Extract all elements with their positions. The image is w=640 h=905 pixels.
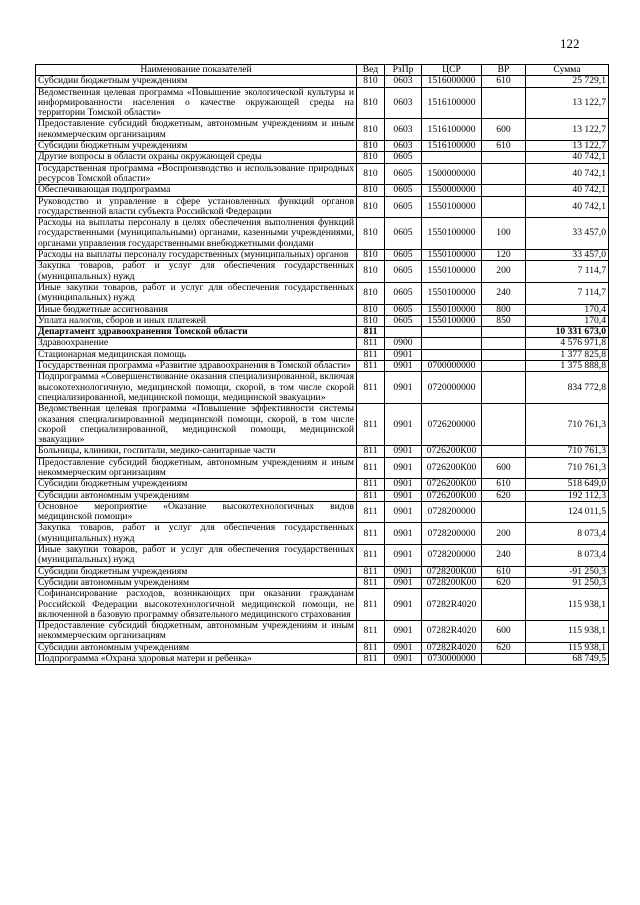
- cell-ved: 811: [357, 589, 385, 621]
- cell-rzpr: 0901: [385, 446, 422, 457]
- cell-rzpr: 0901: [385, 589, 422, 621]
- cell-sum: 40 742,1: [526, 163, 609, 185]
- cell-name: Закупка товаров, работ и услуг для обеспечения государственных (муниципальных) нужд: [36, 261, 357, 283]
- cell-csr: 0720000000: [422, 372, 482, 404]
- cell-csr: 1500000000: [422, 163, 482, 185]
- cell-ved: 810: [357, 250, 385, 261]
- header-name: Наименование показателей: [36, 65, 357, 76]
- cell-ved: 811: [357, 404, 385, 446]
- cell-csr: 1550100000: [422, 250, 482, 261]
- cell-csr: 1516100000: [422, 87, 482, 119]
- table-row: [36, 621, 609, 643]
- table-row: [36, 141, 609, 152]
- cell-vr: 610: [482, 76, 526, 87]
- cell-rzpr: 0901: [385, 642, 422, 653]
- cell-vr: 850: [482, 315, 526, 326]
- cell-csr: 0728200К00: [422, 566, 482, 577]
- cell-name: Расходы на выплаты персоналу государственных (муниципальных) органов: [36, 250, 357, 261]
- cell-rzpr: 0901: [385, 479, 422, 490]
- cell-sum: -91 250,3: [526, 566, 609, 577]
- table-row: [36, 642, 609, 653]
- cell-csr: 0700000000: [422, 361, 482, 372]
- cell-vr: 600: [482, 621, 526, 643]
- header-csr: ЦСР: [422, 65, 482, 76]
- cell-csr: 0728200000: [422, 523, 482, 545]
- cell-csr: 0728200000: [422, 501, 482, 523]
- table-row: [36, 577, 609, 588]
- cell-ved: 811: [357, 523, 385, 545]
- cell-ved: 810: [357, 76, 385, 87]
- cell-vr: [482, 372, 526, 404]
- cell-name: Государственная программа «Развитие здравоохранения в Томской области»: [36, 361, 357, 372]
- cell-ved: 810: [357, 87, 385, 119]
- cell-ved: 811: [357, 566, 385, 577]
- cell-name: Другие вопросы в области охраны окружающей среды: [36, 152, 357, 163]
- cell-rzpr: 0901: [385, 566, 422, 577]
- cell-ved: 811: [357, 501, 385, 523]
- cell-sum: 518 649,0: [526, 479, 609, 490]
- cell-vr: [482, 196, 526, 218]
- cell-ved: 811: [357, 621, 385, 643]
- cell-sum: 1 375 888,8: [526, 361, 609, 372]
- cell-ved: 811: [357, 577, 385, 588]
- cell-csr: [422, 338, 482, 349]
- cell-sum: 170,4: [526, 304, 609, 315]
- cell-vr: 240: [482, 545, 526, 567]
- table-row: [36, 185, 609, 196]
- cell-vr: [482, 163, 526, 185]
- cell-ved: 810: [357, 119, 385, 141]
- cell-sum: 33 457,0: [526, 250, 609, 261]
- cell-name: Подпрограмма «Охрана здоровья матери и ребенка»: [36, 654, 357, 665]
- header-sum: Сумма: [526, 65, 609, 76]
- cell-vr: 200: [482, 261, 526, 283]
- cell-name: Больницы, клиники, госпитали, медико-санитарные части: [36, 446, 357, 457]
- cell-name: Субсидии бюджетным учреждениям: [36, 76, 357, 87]
- cell-rzpr: 0901: [385, 372, 422, 404]
- cell-csr: 1516000000: [422, 76, 482, 87]
- cell-rzpr: 0605: [385, 196, 422, 218]
- cell-ved: 811: [357, 490, 385, 501]
- cell-csr: 1550100000: [422, 218, 482, 250]
- cell-vr: [482, 152, 526, 163]
- cell-sum: 13 122,7: [526, 87, 609, 119]
- cell-vr: 120: [482, 250, 526, 261]
- table-row: [36, 315, 609, 326]
- cell-sum: 1 377 825,8: [526, 349, 609, 360]
- cell-sum: 115 938,1: [526, 642, 609, 653]
- cell-sum: 13 122,7: [526, 141, 609, 152]
- cell-sum: 13 122,7: [526, 119, 609, 141]
- table-row: [36, 261, 609, 283]
- table-row: [36, 523, 609, 545]
- cell-sum: 170,4: [526, 315, 609, 326]
- cell-name: Субсидии бюджетным учреждениям: [36, 566, 357, 577]
- cell-csr: 0728200К00: [422, 577, 482, 588]
- cell-vr: 620: [482, 577, 526, 588]
- cell-ved: 810: [357, 141, 385, 152]
- table-row: [36, 196, 609, 218]
- cell-rzpr: 0901: [385, 621, 422, 643]
- cell-sum: 710 761,3: [526, 446, 609, 457]
- cell-sum: 710 761,3: [526, 457, 609, 479]
- cell-vr: 610: [482, 566, 526, 577]
- table-row: [36, 152, 609, 163]
- cell-csr: 0726200К00: [422, 446, 482, 457]
- cell-vr: [482, 501, 526, 523]
- cell-ved: 811: [357, 479, 385, 490]
- cell-name: Субсидии автономным учреждениям: [36, 490, 357, 501]
- cell-csr: 1516100000: [422, 141, 482, 152]
- cell-rzpr: 0603: [385, 141, 422, 152]
- table-row: [36, 372, 609, 404]
- header-rzpr: РзПр: [385, 65, 422, 76]
- cell-rzpr: [385, 327, 422, 338]
- cell-csr: [422, 349, 482, 360]
- cell-rzpr: 0901: [385, 349, 422, 360]
- cell-ved: 811: [357, 361, 385, 372]
- cell-rzpr: 0603: [385, 87, 422, 119]
- cell-rzpr: 0900: [385, 338, 422, 349]
- table-row: [36, 119, 609, 141]
- cell-csr: 1550100000: [422, 304, 482, 315]
- cell-name: Иные закупки товаров, работ и услуг для обеспечения государственных (муниципальных) нужд: [36, 282, 357, 304]
- cell-vr: 600: [482, 457, 526, 479]
- cell-vr: [482, 185, 526, 196]
- cell-ved: 811: [357, 349, 385, 360]
- cell-sum: 4 576 971,8: [526, 338, 609, 349]
- cell-csr: 1516100000: [422, 119, 482, 141]
- cell-vr: [482, 654, 526, 665]
- table-row: [36, 479, 609, 490]
- cell-csr: 1550100000: [422, 282, 482, 304]
- cell-ved: 811: [357, 446, 385, 457]
- cell-rzpr: 0901: [385, 577, 422, 588]
- cell-name: Основное мероприятие «Оказание высокотехнологичных видов медицинской помощи»: [36, 501, 357, 523]
- cell-ved: 810: [357, 185, 385, 196]
- cell-name: Руководство и управление в сфере установленных функций органов государственной власти субъекта Российской Федерации: [36, 196, 357, 218]
- cell-ved: 811: [357, 372, 385, 404]
- cell-sum: 25 729,1: [526, 76, 609, 87]
- cell-name: Уплата налогов, сборов и иных платежей: [36, 315, 357, 326]
- cell-name: Подпрограмма «Совершенствование оказания специализированной, включая высокотехнологичную, медицинской помощи, скорой, в том числе скорой специализированной, медицинской помощи, медицинской эвакуации»: [36, 372, 357, 404]
- cell-rzpr: 0901: [385, 523, 422, 545]
- table-row: [36, 76, 609, 87]
- cell-vr: [482, 87, 526, 119]
- cell-name: Субсидии бюджетным учреждениям: [36, 479, 357, 490]
- table-body: [36, 76, 609, 665]
- cell-rzpr: 0605: [385, 261, 422, 283]
- cell-ved: 810: [357, 315, 385, 326]
- cell-csr: 1550100000: [422, 261, 482, 283]
- cell-name: Субсидии автономным учреждениям: [36, 577, 357, 588]
- cell-sum: 8 073,4: [526, 545, 609, 567]
- cell-sum: 115 938,1: [526, 621, 609, 643]
- cell-ved: 811: [357, 457, 385, 479]
- table-row: [36, 327, 609, 338]
- table-row: [36, 218, 609, 250]
- cell-csr: [422, 327, 482, 338]
- cell-sum: 68 749,5: [526, 654, 609, 665]
- cell-name: Ведомственная целевая программа «Повышение эффективности системы оказания специализированной медицинской помощи, скорой, в том числе скорой специализированной, медицинской помощи, медицинской эвакуации»: [36, 404, 357, 446]
- cell-name: Обеспечивающая подпрограмма: [36, 185, 357, 196]
- cell-name: Предоставление субсидий бюджетным, автономным учреждениям и иным некоммерческим организациям: [36, 457, 357, 479]
- table-row: [36, 589, 609, 621]
- cell-csr: 0726200К00: [422, 479, 482, 490]
- cell-csr: 07282R4020: [422, 642, 482, 653]
- cell-rzpr: 0901: [385, 654, 422, 665]
- cell-vr: [482, 446, 526, 457]
- cell-vr: [482, 327, 526, 338]
- cell-ved: 810: [357, 196, 385, 218]
- cell-sum: 7 114,7: [526, 261, 609, 283]
- cell-csr: [422, 152, 482, 163]
- table-row: [36, 163, 609, 185]
- cell-name: Ведомственная целевая программа «Повышение экологической культуры и информированности населения о качестве окружающей среды на территории Томской области»: [36, 87, 357, 119]
- cell-csr: 1550100000: [422, 196, 482, 218]
- cell-csr: 0726200К00: [422, 457, 482, 479]
- cell-ved: 811: [357, 642, 385, 653]
- cell-sum: 33 457,0: [526, 218, 609, 250]
- cell-ved: 810: [357, 163, 385, 185]
- table-header-row: [36, 65, 609, 76]
- cell-sum: 7 114,7: [526, 282, 609, 304]
- table-row: [36, 490, 609, 501]
- cell-sum: 834 772,8: [526, 372, 609, 404]
- cell-sum: 40 742,1: [526, 196, 609, 218]
- cell-name: Субсидии бюджетным учреждениям: [36, 141, 357, 152]
- cell-ved: 810: [357, 282, 385, 304]
- table-row: [36, 545, 609, 567]
- cell-sum: 40 742,1: [526, 152, 609, 163]
- table-row: [36, 404, 609, 446]
- cell-rzpr: 0605: [385, 304, 422, 315]
- cell-name: Закупка товаров, работ и услуг для обеспечения государственных (муниципальных) нужд: [36, 523, 357, 545]
- cell-rzpr: 0605: [385, 163, 422, 185]
- cell-csr: 1550100000: [422, 315, 482, 326]
- table-row: [36, 304, 609, 315]
- cell-vr: 600: [482, 119, 526, 141]
- cell-sum: 10 331 673,0: [526, 327, 609, 338]
- cell-csr: 0726200000: [422, 404, 482, 446]
- cell-name: Иные закупки товаров, работ и услуг для обеспечения государственных (муниципальных) нужд: [36, 545, 357, 567]
- cell-rzpr: 0901: [385, 545, 422, 567]
- table-row: [36, 349, 609, 360]
- table-row: [36, 501, 609, 523]
- cell-vr: [482, 338, 526, 349]
- cell-sum: 710 761,3: [526, 404, 609, 446]
- budget-table: [35, 64, 609, 665]
- cell-ved: 810: [357, 218, 385, 250]
- cell-vr: 800: [482, 304, 526, 315]
- cell-rzpr: 0605: [385, 185, 422, 196]
- cell-csr: 0730000000: [422, 654, 482, 665]
- cell-rzpr: 0605: [385, 218, 422, 250]
- cell-ved: 810: [357, 304, 385, 315]
- cell-sum: 40 742,1: [526, 185, 609, 196]
- cell-ved: 811: [357, 545, 385, 567]
- table-row: [36, 457, 609, 479]
- cell-rzpr: 0901: [385, 490, 422, 501]
- cell-vr: 620: [482, 642, 526, 653]
- cell-sum: 8 073,4: [526, 523, 609, 545]
- cell-rzpr: 0603: [385, 76, 422, 87]
- cell-csr: 07282R4020: [422, 589, 482, 621]
- cell-ved: 811: [357, 327, 385, 338]
- cell-rzpr: 0605: [385, 315, 422, 326]
- cell-ved: 811: [357, 338, 385, 349]
- cell-vr: 610: [482, 141, 526, 152]
- cell-name: Стационарная медицинская помощь: [36, 349, 357, 360]
- cell-name: Расходы на выплаты персоналу в целях обеспечения выполнения функций государственными (муниципальными) органами, казенными учреждениями, органами управления государственными внебюджетными фондами: [36, 218, 357, 250]
- cell-vr: [482, 349, 526, 360]
- page-number: 122: [560, 36, 580, 51]
- cell-name: Иные бюджетные ассигнования: [36, 304, 357, 315]
- cell-sum: 192 112,3: [526, 490, 609, 501]
- cell-sum: 91 250,3: [526, 577, 609, 588]
- cell-rzpr: 0901: [385, 457, 422, 479]
- cell-ved: 810: [357, 261, 385, 283]
- table-row: [36, 654, 609, 665]
- cell-csr: 07282R4020: [422, 621, 482, 643]
- table-row: [36, 87, 609, 119]
- table-row: [36, 446, 609, 457]
- cell-vr: 100: [482, 218, 526, 250]
- cell-name: Субсидии автономным учреждениям: [36, 642, 357, 653]
- cell-vr: [482, 589, 526, 621]
- cell-csr: 0726200К00: [422, 490, 482, 501]
- cell-rzpr: 0901: [385, 404, 422, 446]
- cell-name: Софинансирование расходов, возникающих при оказании гражданам Российской Федерации высокотехнологичной медицинской помощи, не включенной в базовую программу обязательного медицинского страхования: [36, 589, 357, 621]
- cell-rzpr: 0901: [385, 501, 422, 523]
- table-row: [36, 566, 609, 577]
- cell-rzpr: 0605: [385, 250, 422, 261]
- cell-rzpr: 0603: [385, 119, 422, 141]
- cell-csr: 1550000000: [422, 185, 482, 196]
- cell-name: Здравоохранение: [36, 338, 357, 349]
- cell-rzpr: 0605: [385, 282, 422, 304]
- cell-rzpr: 0901: [385, 361, 422, 372]
- cell-vr: [482, 361, 526, 372]
- cell-name: Государственная программа «Воспроизводство и использование природных ресурсов Томской области»: [36, 163, 357, 185]
- cell-csr: 0728200000: [422, 545, 482, 567]
- header-vr: ВР: [482, 65, 526, 76]
- cell-name: Департамент здравоохранения Томской области: [36, 327, 357, 338]
- cell-sum: 115 938,1: [526, 589, 609, 621]
- table-row: [36, 361, 609, 372]
- cell-rzpr: 0605: [385, 152, 422, 163]
- cell-sum: 124 011,5: [526, 501, 609, 523]
- table-row: [36, 250, 609, 261]
- cell-name: Предоставление субсидий бюджетным, автономным учреждениям и иным некоммерческим организациям: [36, 119, 357, 141]
- cell-vr: 610: [482, 479, 526, 490]
- table-row: [36, 338, 609, 349]
- table-row: [36, 282, 609, 304]
- cell-vr: 240: [482, 282, 526, 304]
- cell-name: Предоставление субсидий бюджетным, автономным учреждениям и иным некоммерческим организациям: [36, 621, 357, 643]
- cell-ved: 811: [357, 654, 385, 665]
- header-ved: Вед: [357, 65, 385, 76]
- cell-vr: 200: [482, 523, 526, 545]
- cell-ved: 810: [357, 152, 385, 163]
- cell-vr: 620: [482, 490, 526, 501]
- cell-vr: [482, 404, 526, 446]
